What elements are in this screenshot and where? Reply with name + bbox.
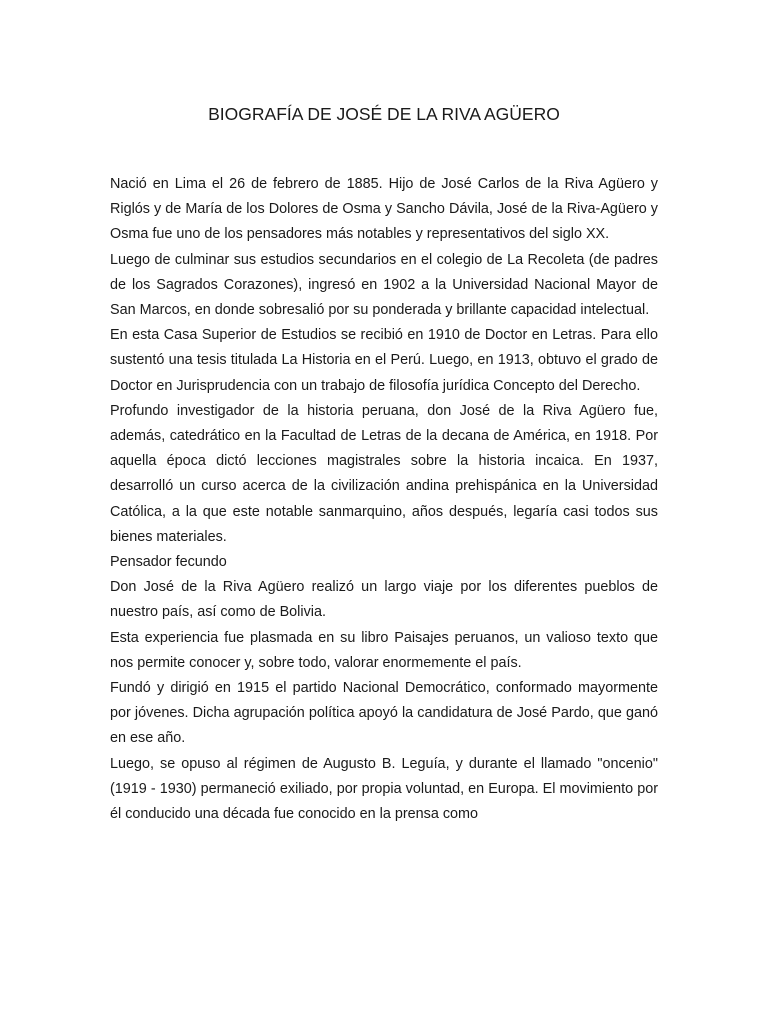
paragraph-travel: Don José de la Riva Agüero realizó un largo viaje por los diferentes pueblos de nuestro país, así como de Bolivia. bbox=[110, 579, 658, 621]
document-title: BIOGRAFÍA DE JOSÉ DE LA RIVA AGÜERO bbox=[208, 104, 560, 124]
paragraph-party: Fundó y dirigió en 1915 el partido Nacional Democrático, conformado mayormente por jóvenes. Dicha agrupación política apoyó la candidatura de José Pardo, que ganó en ese año. bbox=[110, 680, 658, 747]
paragraph-doctorate: En esta Casa Superior de Estudios se recibió en 1910 de Doctor en Letras. Para ello sustentó una tesis titulada La Historia en el Perú. Luego, en 1913, obtuvo el grado de Doctor en Jurisprudencia con un trabajo de filosofía jurídica Concepto del Derecho. bbox=[110, 327, 658, 394]
paragraph-exile: Luego, se opuso al régimen de Augusto B. Leguía, y durante el llamado "oncenio" (1919 - 1930) permaneció exiliado, por propia voluntad, en Europa. El movimiento por él conducido una década fue conocido en la prensa como bbox=[110, 755, 658, 823]
paragraph-birth: Nació en Lima el 26 de febrero de 1885. Hijo de José Carlos de la Riva Agüero y Riglós y de María de los Dolores de Osma y Sancho Dávila, José de la Riva-Agüero y Osma fue uno de los pensadores más notables y representativos del siglo XX. bbox=[110, 176, 658, 243]
paragraph-paisajes: Esta experiencia fue plasmada en su libro Paisajes peruanos, un valioso texto que nos permite conocer y, sobre todo, valorar enormemente el país. bbox=[110, 629, 658, 671]
paragraph-education: Luego de culminar sus estudios secundarios en el colegio de La Recoleta (de padres de los Sagrados Corazones), ingresó en 1902 a la Universidad Nacional Mayor de San Marcos, en donde sobresalió por su ponderada y brillante capacidad intelectual. bbox=[110, 251, 658, 319]
document-body bbox=[110, 172, 658, 827]
paragraph-historian: Profundo investigador de la historia peruana, don José de la Riva Agüero fue, además, catedrático en la Facultad de Letras de la decana de América, en 1918. Por aquella época dictó lecciones magistrales sobre la historia incaica. En 1937, desarrolló un curso acerca de la civilización andina prehispánica en la Universidad Católica, a la que este notable sanmarquino, años después, legaría casi todos sus bienes materiales. bbox=[110, 402, 658, 545]
section-heading-pensador: Pensador fecundo bbox=[110, 554, 227, 571]
